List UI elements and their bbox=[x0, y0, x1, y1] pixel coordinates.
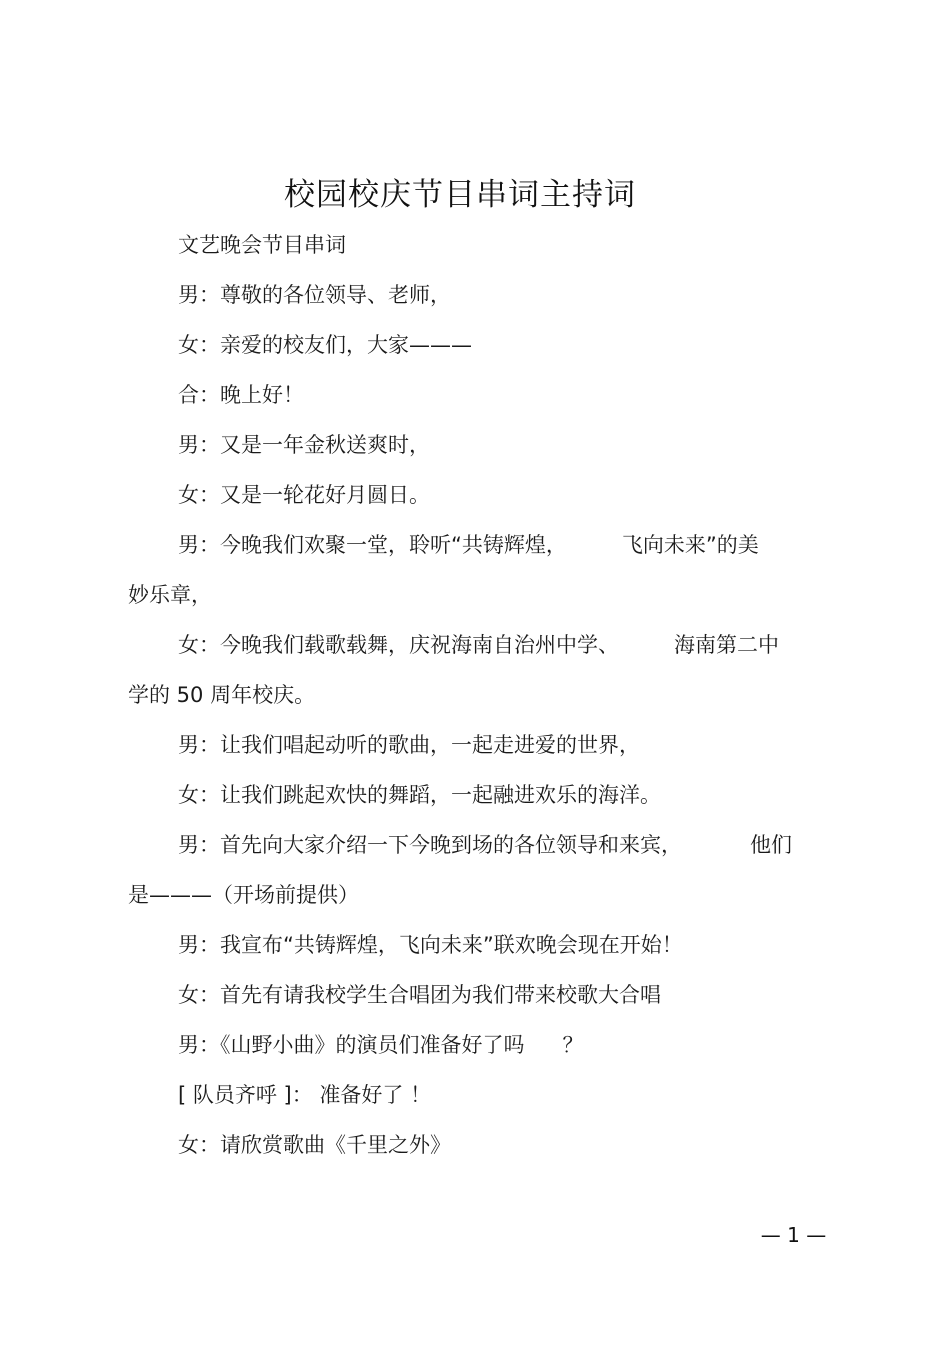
paragraph-continuation: 是———（开场前提供） bbox=[128, 883, 359, 907]
paragraph-part: 女：今晚我们载歌载舞，庆祝海南自治州中学、 bbox=[178, 633, 619, 657]
subtitle: 文艺晚会节目串词 bbox=[178, 233, 346, 257]
page-number: — 1 — bbox=[760, 1223, 827, 1247]
paragraph: [ 队员齐呼 ]： 准备好了 ！ bbox=[178, 1083, 432, 1107]
paragraph-part: 男：《山野小曲》的演员们准备好了吗 bbox=[178, 1033, 525, 1057]
paragraph: 男：让我们唱起动听的歌曲，一起走进爱的世界， bbox=[178, 733, 640, 757]
paragraph-part: ？ bbox=[562, 1033, 584, 1057]
paragraph-part: 飞向未来”的美 bbox=[621, 533, 759, 557]
paragraph-part: 男：首先向大家介绍一下今晚到场的各位领导和来宾， bbox=[178, 833, 682, 857]
paragraph-part: 男：今晚我们欢聚一堂，聆听“共铸辉煌， bbox=[178, 533, 567, 557]
paragraph: 女：亲爱的校友们，大家——— bbox=[178, 333, 472, 357]
paragraph-continuation: 学的 50 周年校庆。 bbox=[128, 683, 316, 707]
paragraph-continuation: 妙乐章， bbox=[128, 583, 212, 607]
paragraph: 女：又是一轮花好月圆日。 bbox=[178, 483, 430, 507]
paragraph bbox=[128, 1020, 883, 1070]
paragraph: 男：尊敬的各位领导、老师， bbox=[178, 283, 451, 307]
paragraph: 女：请欣赏歌曲《千里之外》 bbox=[178, 1133, 451, 1157]
paragraph bbox=[128, 820, 883, 870]
paragraph bbox=[128, 520, 883, 570]
paragraph: 女：首先有请我校学生合唱团为我们带来校歌大合唱 bbox=[178, 983, 661, 1007]
paragraph-part: 海南第二中 bbox=[674, 633, 779, 657]
paragraph: 合：晚上好！ bbox=[178, 383, 304, 407]
paragraph bbox=[128, 620, 883, 670]
paragraph: 男：又是一年金秋送爽时， bbox=[178, 433, 430, 457]
document-title: 校园校庆节目串词主持词 bbox=[284, 177, 636, 213]
paragraph-part: 他们 bbox=[750, 833, 792, 857]
paragraph: 女：让我们跳起欢快的舞蹈，一起融进欢乐的海洋。 bbox=[178, 783, 661, 807]
paragraph: 男：我宣布“共铸辉煌，飞向未来”联欢晚会现在开始！ bbox=[178, 933, 683, 957]
